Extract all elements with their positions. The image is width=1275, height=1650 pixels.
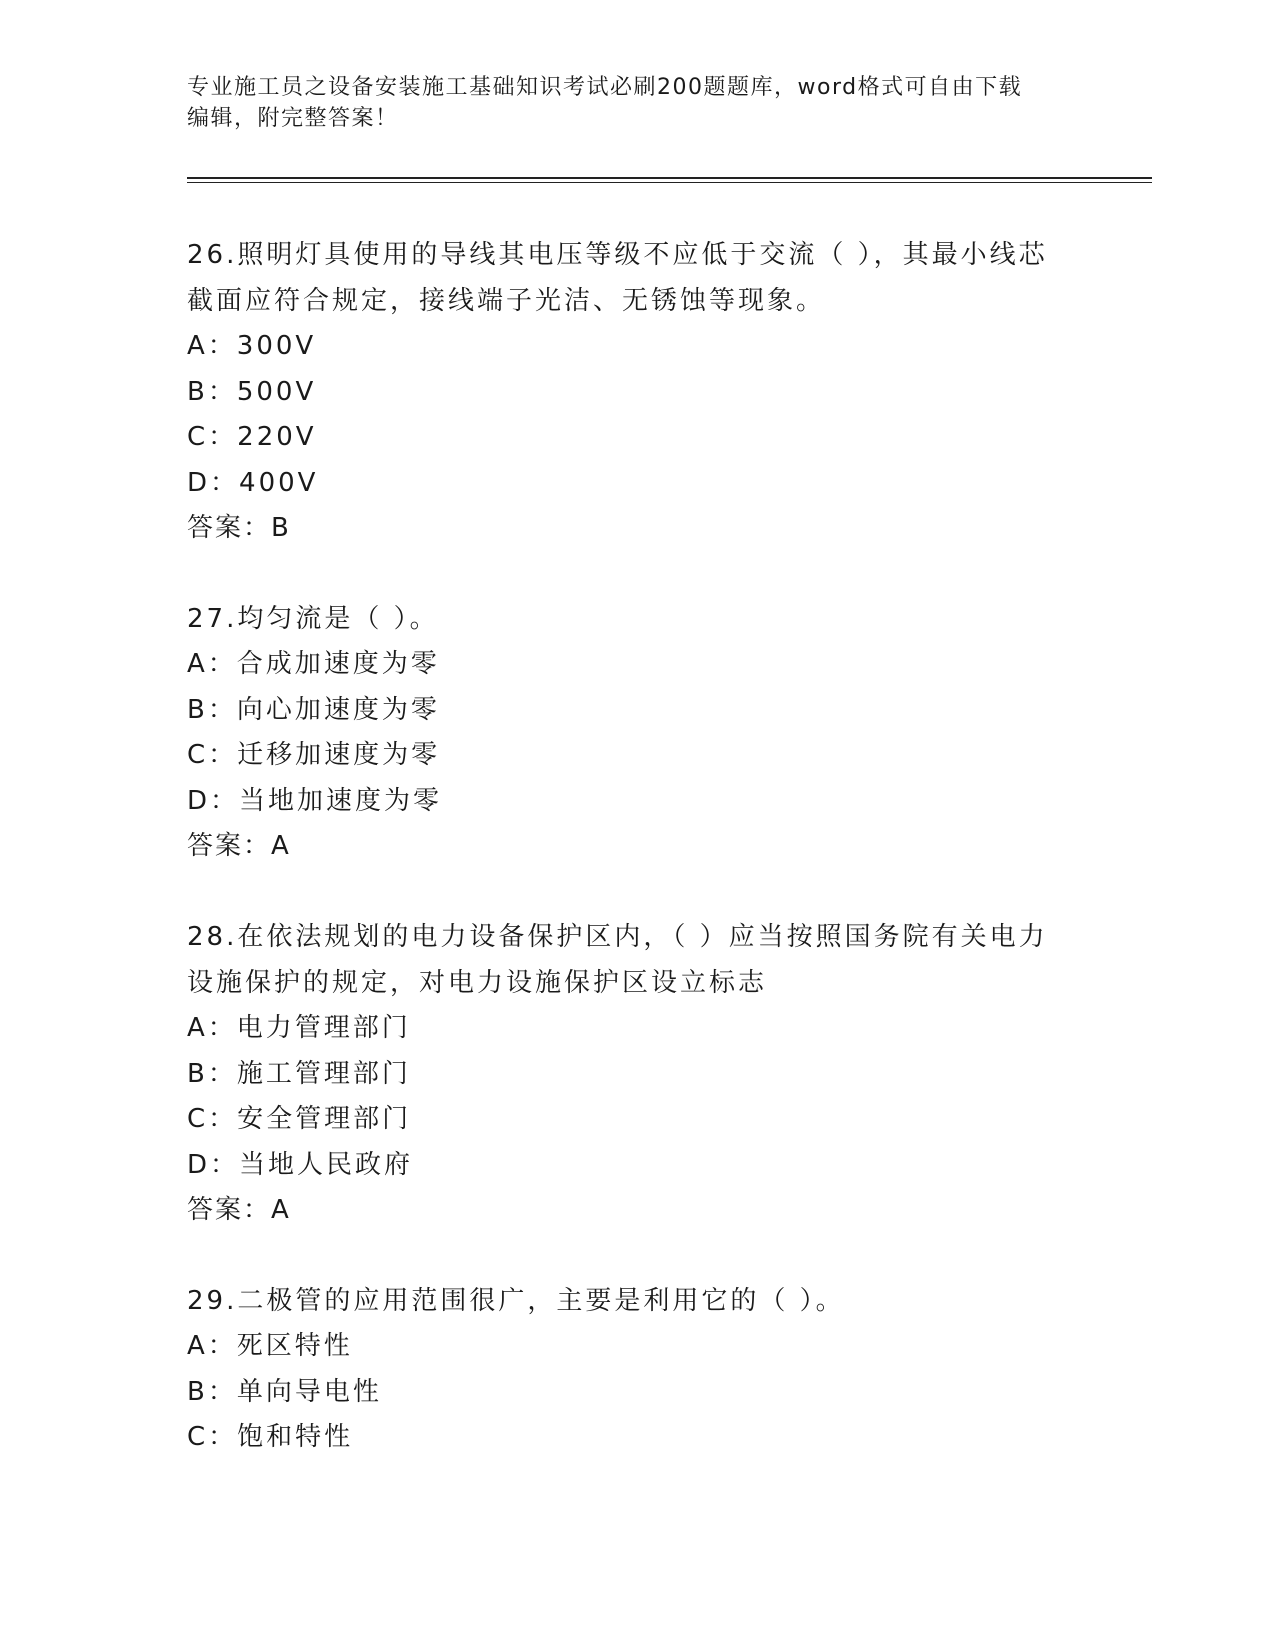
header-line-1: 专业施工员之设备安装施工基础知识考试必刷200题题库，word格式可自由下载: [187, 75, 1023, 100]
option-a: A：电力管理部门: [187, 1013, 411, 1043]
question-29: [187, 1278, 1067, 1461]
option-b: B：500V: [187, 376, 317, 407]
question-list: [187, 232, 1067, 1506]
header-line-2: 编辑，附完整答案！: [187, 106, 399, 131]
question-stem: 26.照明灯具使用的导线其电压等级不应低于交流（ ），其最小线芯: [187, 240, 1048, 270]
option-c: C：安全管理部门: [187, 1104, 412, 1134]
answer: 答案：A: [187, 1195, 291, 1225]
option-b: B：施工管理部门: [187, 1058, 411, 1089]
answer: 答案：A: [187, 831, 291, 861]
option-a: A：300V: [187, 331, 317, 361]
option-d: D：400V: [187, 467, 319, 498]
question-stem-continued: 设施保护的规定，对电力设施保护区设立标志: [187, 968, 768, 998]
document-header: [187, 72, 1067, 134]
option-c: C：饱和特性: [187, 1422, 354, 1452]
question-stem: 27.均匀流是（ ）。: [187, 604, 439, 634]
question-28: [187, 914, 1067, 1233]
question-26: [187, 232, 1067, 551]
option-a: A：死区特性: [187, 1331, 353, 1361]
option-c: C：迁移加速度为零: [187, 740, 441, 770]
question-stem-continued: 截面应符合规定，接线端子光洁、无锈蚀等现象。: [187, 286, 826, 316]
question-stem: 29.二极管的应用范围很广，主要是利用它的（ ）。: [187, 1286, 845, 1316]
question-27: [187, 596, 1067, 869]
option-b: B：向心加速度为零: [187, 694, 440, 725]
option-d: D：当地人民政府: [187, 1149, 414, 1180]
header-divider-thick: [187, 177, 1152, 179]
option-a: A：合成加速度为零: [187, 649, 440, 679]
option-c: C：220V: [187, 422, 317, 452]
option-d: D：当地加速度为零: [187, 785, 443, 816]
option-b: B：单向导电性: [187, 1376, 382, 1407]
question-stem: 28.在依法规划的电力设备保护区内，（ ）应当按照国务院有关电力: [187, 922, 1048, 952]
header-divider-thin: [187, 182, 1152, 183]
answer: 答案：B: [187, 513, 291, 543]
